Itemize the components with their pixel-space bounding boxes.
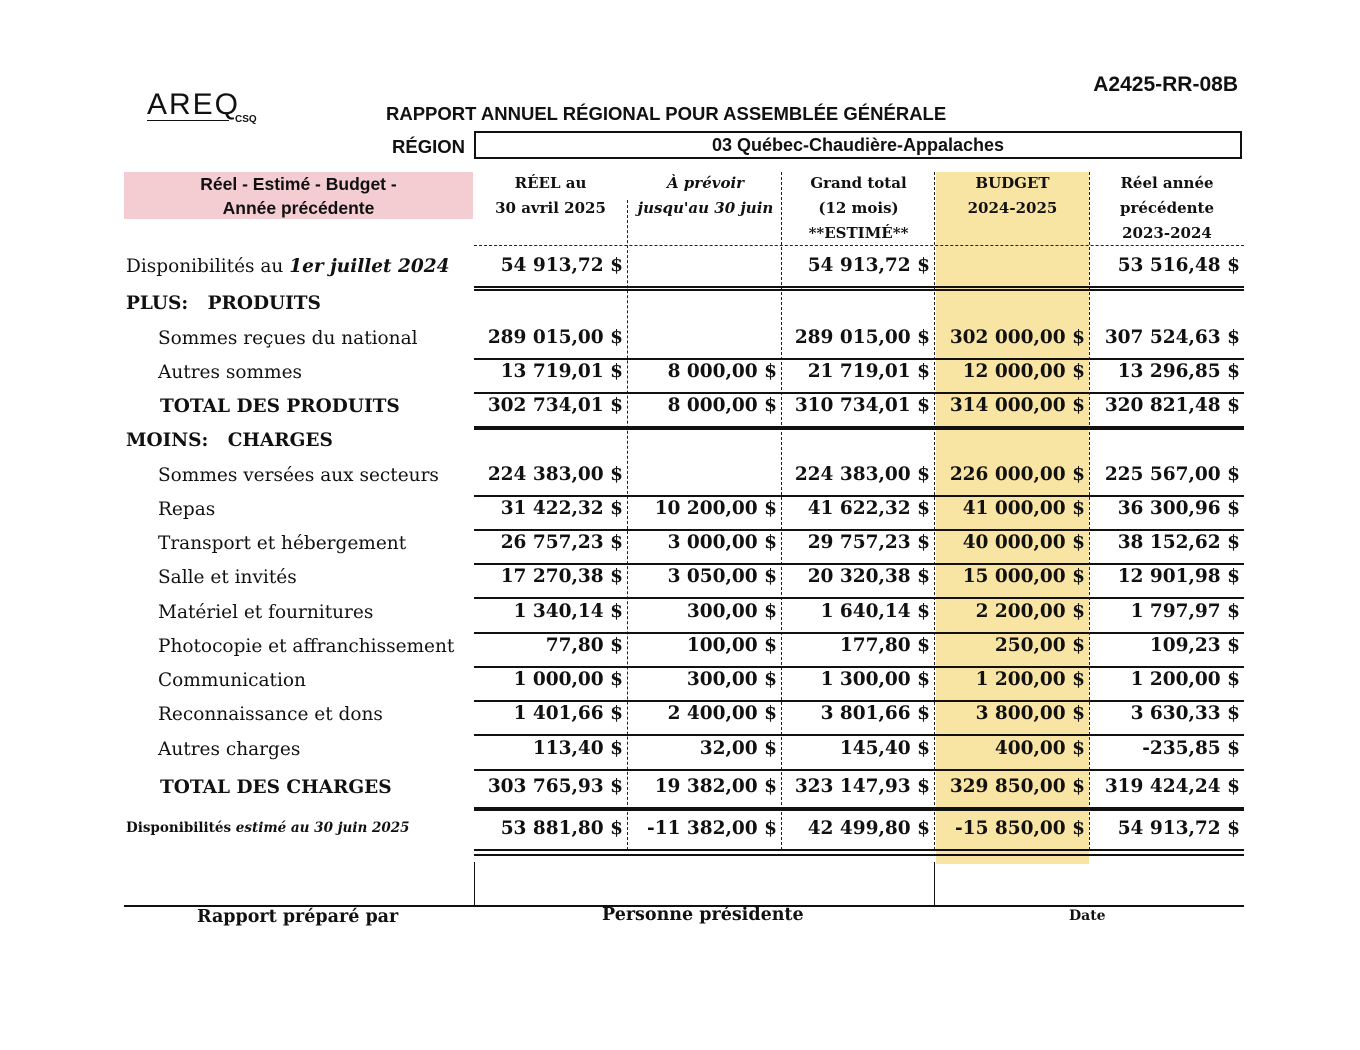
value-cell: 319 424,24 $ [1104, 776, 1240, 797]
value-cell: 1 340,14 $ [513, 601, 623, 622]
value-cell: 226 000,00 $ [949, 464, 1085, 485]
value-cell: 3 801,66 $ [820, 703, 930, 724]
value-cell: 307 524,63 $ [1104, 327, 1240, 348]
value-cell: 3 800,00 $ [975, 703, 1085, 724]
logo-text: AREQ [147, 88, 241, 121]
value-cell: 1 200,00 $ [1130, 669, 1240, 690]
value-cell: 41 000,00 $ [962, 498, 1085, 519]
row-label: Communication [158, 670, 306, 691]
total-charges-label: TOTAL DES CHARGES [160, 777, 392, 798]
value-cell: 177,80 $ [839, 635, 930, 656]
value-cell: 100,00 $ [686, 635, 777, 656]
row-label: Sommes versées aux secteurs [158, 465, 439, 486]
document-code: A2425-RR-08B [1093, 73, 1238, 96]
value-cell: -11 382,00 $ [647, 818, 777, 839]
value-cell: 1 300,00 $ [820, 669, 930, 690]
value-cell: 29 757,23 $ [807, 532, 930, 553]
column-header-a-prevoir: À prévoir jusqu'au 30 juin [637, 174, 774, 217]
value-cell: 1 000,00 $ [513, 669, 623, 690]
header-box-line1: Réel - Estimé - Budget - [200, 173, 397, 194]
row-rule [474, 529, 1244, 531]
region-value: 03 Québec-Chaudière-Appalaches [474, 131, 1242, 159]
value-cell: 54 913,72 $ [500, 255, 623, 276]
value-cell: 320 821,48 $ [1104, 395, 1240, 416]
row-rule [474, 563, 1244, 565]
value-cell: 54 913,72 $ [807, 255, 930, 276]
region-label: RÉGION [392, 136, 465, 157]
row-rule [474, 392, 1244, 394]
value-cell: 32,00 $ [699, 738, 777, 759]
president-label: Personne présidente [602, 905, 804, 925]
value-cell: 289 015,00 $ [794, 327, 930, 348]
row-rule [474, 286, 1244, 288]
value-cell: 289 015,00 $ [487, 327, 623, 348]
value-cell: 224 383,00 $ [487, 464, 623, 485]
row-rule [474, 632, 1244, 634]
value-cell: 17 270,38 $ [500, 566, 623, 587]
value-cell: 303 765,93 $ [487, 776, 623, 797]
row-label: Sommes reçues du national [158, 328, 418, 349]
logo-subtext: CSQ [235, 114, 257, 125]
value-cell: 302 734,01 $ [487, 395, 623, 416]
double-rule [474, 849, 1244, 851]
value-cell: 53 516,48 $ [1117, 255, 1240, 276]
value-cell: 53 881,80 $ [500, 818, 623, 839]
double-rule [474, 854, 1244, 856]
section-rule [474, 426, 1244, 428]
row-rule [474, 769, 1244, 771]
logo-underline [147, 120, 229, 121]
value-cell: 41 622,32 $ [807, 498, 930, 519]
prepared-by-label: Rapport préparé par [197, 907, 399, 927]
report-title: RAPPORT ANNUEL RÉGIONAL POUR ASSEMBLÉE GÉNÉRALE [386, 103, 947, 124]
column-header-budget: BUDGET 2024-2025 [967, 174, 1058, 217]
value-cell: 8 000,00 $ [667, 361, 777, 382]
value-cell: 300,00 $ [686, 669, 777, 690]
areq-logo [147, 88, 269, 134]
section-rule [474, 289, 1244, 291]
row-rule [474, 495, 1244, 497]
date-label: Date [1069, 908, 1106, 924]
value-cell: 323 147,93 $ [794, 776, 930, 797]
value-cell: 3 050,00 $ [667, 566, 777, 587]
charges-heading: MOINS: CHARGES [126, 430, 333, 451]
value-cell: 26 757,23 $ [500, 532, 623, 553]
value-cell: 1 401,66 $ [513, 703, 623, 724]
value-cell: 145,40 $ [839, 738, 930, 759]
value-cell: -235,85 $ [1142, 738, 1240, 759]
row-rule [474, 597, 1244, 599]
value-cell: 3 000,00 $ [667, 532, 777, 553]
row-rule [474, 666, 1244, 668]
row-label: Photocopie et affranchissement [158, 636, 455, 657]
value-cell: 13 296,85 $ [1117, 361, 1240, 382]
value-cell: -15 850,00 $ [955, 818, 1085, 839]
value-cell: 113,40 $ [532, 738, 623, 759]
header-box [124, 172, 473, 219]
opening-balance-label: Disponibilités au 1er juillet 2024 [126, 256, 450, 277]
value-cell: 42 499,80 $ [807, 818, 930, 839]
value-cell: 1 640,14 $ [820, 601, 930, 622]
value-cell: 31 422,32 $ [500, 498, 623, 519]
row-label: Transport et hébergement [158, 533, 407, 554]
value-cell: 10 200,00 $ [654, 498, 777, 519]
header-rule [474, 245, 1244, 246]
value-cell: 224 383,00 $ [794, 464, 930, 485]
value-cell: 13 719,01 $ [500, 361, 623, 382]
row-rule [474, 734, 1244, 736]
value-cell: 109,23 $ [1149, 635, 1240, 656]
column-header-annee-precedente: Réel année précédente 2023-2024 [1119, 174, 1215, 242]
value-cell: 225 567,00 $ [1104, 464, 1240, 485]
produits-heading: PLUS: PRODUITS [126, 293, 321, 314]
value-cell: 40 000,00 $ [962, 532, 1085, 553]
value-cell: 8 000,00 $ [667, 395, 777, 416]
value-cell: 250,00 $ [994, 635, 1085, 656]
value-cell: 15 000,00 $ [962, 566, 1085, 587]
row-rule [474, 700, 1244, 702]
value-cell: 21 719,01 $ [807, 361, 930, 382]
value-cell: 1 797,97 $ [1130, 601, 1240, 622]
row-label: Matériel et fournitures [158, 602, 374, 623]
total-produits-label: TOTAL DES PRODUITS [160, 396, 400, 417]
value-cell: 12 901,98 $ [1117, 566, 1240, 587]
value-cell: 310 734,01 $ [794, 395, 930, 416]
value-cell: 2 400,00 $ [667, 703, 777, 724]
value-cell: 400,00 $ [994, 738, 1085, 759]
value-cell: 302 000,00 $ [949, 327, 1085, 348]
signature-divider [934, 862, 935, 906]
value-cell: 2 200,00 $ [975, 601, 1085, 622]
value-cell: 329 850,00 $ [949, 776, 1085, 797]
row-label: Salle et invités [158, 567, 297, 588]
value-cell: 3 630,33 $ [1130, 703, 1240, 724]
value-cell: 12 000,00 $ [962, 361, 1085, 382]
row-label: Autres charges [158, 739, 301, 760]
value-cell: 19 382,00 $ [654, 776, 777, 797]
row-label: Reconnaissance et dons [158, 704, 383, 725]
total-rule [474, 807, 1244, 811]
value-cell: 1 200,00 $ [975, 669, 1085, 690]
value-cell: 77,80 $ [545, 635, 623, 656]
column-header-grand-total: Grand total (12 mois) **ESTIMÉ** [808, 174, 909, 242]
value-cell: 314 000,00 $ [949, 395, 1085, 416]
header-box-line2: Année précédente [222, 197, 375, 218]
row-label: Repas [158, 499, 216, 520]
signature-divider [474, 862, 475, 906]
row-label: Autres sommes [158, 362, 303, 383]
row-rule [474, 358, 1244, 360]
column-header-reel: RÉEL au 30 avril 2025 [495, 174, 606, 217]
value-cell: 54 913,72 $ [1117, 818, 1240, 839]
value-cell: 38 152,62 $ [1117, 532, 1240, 553]
value-cell: 36 300,96 $ [1117, 498, 1240, 519]
value-cell: 20 320,38 $ [807, 566, 930, 587]
value-cell: 300,00 $ [686, 601, 777, 622]
closing-balance-label: Disponibilités estimé au 30 juin 2025 [126, 820, 410, 836]
